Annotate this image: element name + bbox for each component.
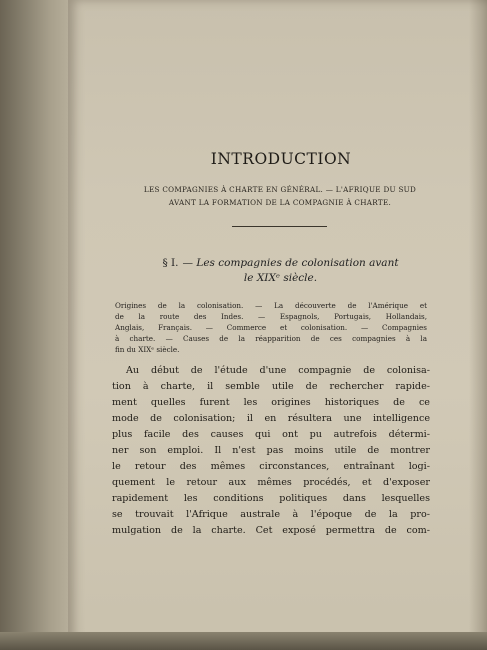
page-bottom-edge bbox=[0, 632, 487, 650]
section-number: § I. bbox=[162, 257, 179, 269]
body-line: plus facile des causes qui ont pu autrefois détermi- bbox=[112, 429, 430, 440]
divider-rule bbox=[232, 226, 327, 227]
summary-line: de la route des Indes. — Espagnols, Portugais, Hollandais, bbox=[115, 312, 427, 321]
book-page bbox=[68, 0, 487, 650]
facing-page-edge bbox=[0, 0, 72, 650]
body-paragraph bbox=[112, 363, 430, 539]
section-heading-line: le XIXᵉ siècle. bbox=[243, 272, 318, 284]
body-line: quement le retour aux mêmes procédés, et d'exposer bbox=[112, 477, 430, 488]
summary-line: Origines de la colonisation. — La découverte de l'Amérique et bbox=[115, 301, 427, 310]
section-heading-line: — Les compagnies de colonisation avant bbox=[182, 257, 399, 269]
body-line: mulgation de la charte. Cet exposé permettra de com- bbox=[112, 525, 430, 536]
subtitle-line: AVANT LA FORMATION DE LA COMPAGNIE À CHARTE. bbox=[168, 198, 392, 207]
body-line: mode de colonisation; il en résultera une intelligence bbox=[112, 413, 430, 424]
section-summary bbox=[115, 300, 427, 355]
body-line: tion à charte, il semble utile de rechercher rapide- bbox=[112, 381, 430, 392]
body-line: le retour des mêmes circonstances, entraînant logi- bbox=[112, 461, 430, 472]
body-line: ner son emploi. Il n'est pas moins utile de montrer bbox=[112, 445, 430, 456]
chapter-subtitle bbox=[100, 183, 460, 209]
body-line: Au début de l'étude d'une compagnie de colonisa- bbox=[126, 365, 430, 376]
body-line: rapidement les conditions politiques dans lesquelles bbox=[112, 493, 430, 504]
section-heading bbox=[128, 256, 433, 286]
summary-line: Anglais, Français. — Commerce et colonisation. — Compagnies bbox=[115, 323, 427, 332]
page-title: INTRODUCTION bbox=[210, 150, 352, 168]
subtitle-line: LES COMPAGNIES À CHARTE EN GÉNÉRAL. — L'AFRIQUE DU SUD bbox=[143, 185, 417, 194]
summary-line: à charte. — Causes de la réapparition de ces compagnies à la bbox=[115, 334, 427, 343]
summary-line: fin du XIXᵉ siècle. bbox=[115, 345, 180, 354]
body-line: se trouvait l'Afrique australe à l'époque de la pro- bbox=[112, 509, 430, 520]
body-line: ment quelles furent les origines historiques de ce bbox=[112, 397, 430, 408]
